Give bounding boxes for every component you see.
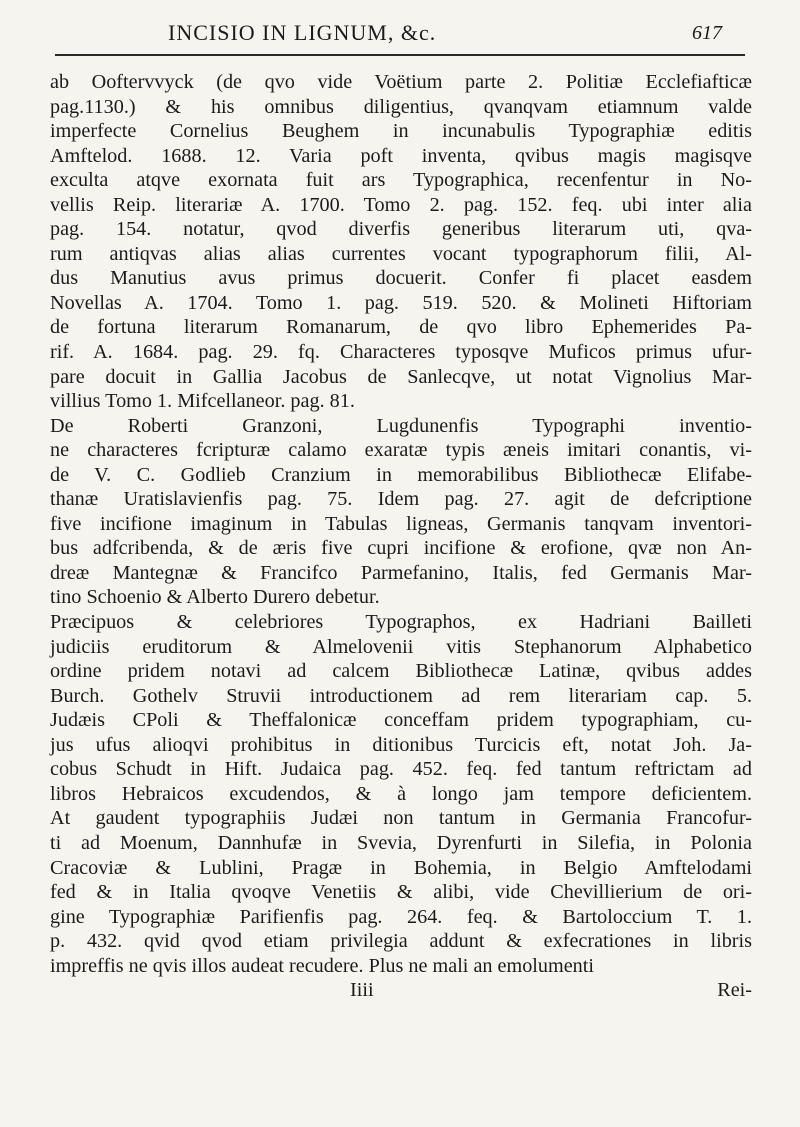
text-line: de fortuna literarum Romanarum, de qvo libro Ephemerides Pa-	[50, 316, 752, 339]
footer-line	[50, 978, 752, 1002]
text-line: dus Manutius avus primus docuerit. Confer fi placet easdem	[50, 267, 752, 290]
text-line: fed & in Italia qvoqve Venetiis & alibi, vide Chevillierium de ori-	[50, 881, 752, 904]
text-line: De Roberti Granzoni, Lugdunenfis Typographi inventio-	[50, 414, 752, 437]
text-line: vellis Reip. literariæ A. 1700. Tomo 2. pag. 152. feq. ubi inter alia	[50, 193, 752, 216]
body-text	[50, 70, 752, 1002]
text-line: Novellas A. 1704. Tomo 1. pag. 519. 520. & Molineti Hiftoriam	[50, 291, 752, 314]
header-rule	[55, 54, 745, 56]
text-line: pag.1130.) & his omnibus diligentius, qvanqvam etiamnum valde	[50, 95, 752, 118]
text-line: impreffis ne qvis illos audeat recudere. Plus ne mali an emolumenti	[50, 954, 594, 977]
text-line: ab Ooftervvyck (de qvo vide Voëtium parte 2. Politiæ Ecclefiafticæ	[50, 71, 752, 93]
text-line: five incifione imaginum in Tabulas ligneas, Germanis tanqvam inventori-	[50, 512, 752, 535]
text-line: judiciis eruditorum & Almelovenii vitis Stephanorum Alphabetico	[50, 635, 752, 658]
text-line: ne characteres fcripturæ calamo exaratæ typis æneis imitari conantis, vi-	[50, 439, 752, 462]
text-line: tino Schoenio & Alberto Durero debetur.	[50, 586, 380, 609]
text-line: jus ufus alioqvi prohibitus in ditionibus Turcicis eft, notat Joh. Ja-	[50, 733, 752, 756]
text-line: imperfecte Cornelius Beughem in incunabulis Typographiæ editis	[50, 120, 752, 143]
signature-mark: Iiii	[350, 979, 374, 1002]
text-line: de V. C. Godlieb Cranzium in memorabilibus Bibliothecæ Elifabe-	[50, 463, 752, 486]
text-line: thanæ Uratislavienfis pag. 75. Idem pag. 27. agit de defcriptione	[50, 488, 752, 511]
page-number: 617	[692, 22, 722, 44]
text-line: rif. A. 1684. pag. 29. fq. Characteres typosqve Muficos primus ufur-	[50, 341, 752, 364]
text-line: villius Tomo 1. Mifcellaneor. pag. 81.	[50, 390, 355, 413]
text-line: p. 432. qvid qvod etiam privilegia addunt & exfecrationes in libris	[50, 930, 752, 953]
text-line: Judæis CPoli & Theffalonicæ conceffam pridem typographiam, cu-	[50, 709, 752, 732]
text-line: gine Typographiæ Parifienfis pag. 264. feq. & Bartoloccium T. 1.	[50, 905, 752, 928]
catchword: Rei-	[717, 979, 752, 1002]
text-line: exculta atqve exornata fuit ars Typographica, recenfentur in No-	[50, 169, 752, 192]
text-line: At gaudent typographiis Judæi non tantum in Germania Francofur-	[50, 807, 752, 830]
text-line: Præcipuos & celebriores Typographos, ex Hadriani Bailleti	[50, 611, 752, 634]
text-line: ti ad Moenum, Dannhufæ in Svevia, Dyrenfurti in Silefia, in Polonia	[50, 831, 752, 854]
text-line: bus adfcribenda, & de æris five cupri incifione & erofione, qvæ non An-	[50, 537, 752, 560]
text-line: Amftelod. 1688. 12. Varia poft inventa, qvibus magis magisqve	[50, 144, 752, 167]
text-line: cobus Schudt in Hift. Judaica pag. 452. feq. fed tantum reftrictam ad	[50, 758, 752, 781]
text-line: pag. 154. notatur, qvod diverfis generibus literarum uti, qva-	[50, 218, 752, 241]
text-line: libros Hebraicos excudendos, & à longo jam tempore deficientem.	[50, 782, 752, 805]
text-line: dreæ Mantegnæ & Francifco Parmefanino, Italis, fed Germanis Mar-	[50, 561, 752, 584]
running-title: INCISIO IN LIGNUM, &c.	[168, 20, 437, 45]
text-line: Cracoviæ & Lublini, Pragæ in Bohemia, in Belgio Amftelodami	[50, 856, 752, 879]
page-header	[0, 14, 800, 58]
text-line: rum antiqvas alias alias currentes vocant typographorum filii, Al-	[50, 242, 752, 265]
text-line: ordine pridem notavi ad calcem Bibliothecæ Latinæ, qvibus addes	[50, 660, 752, 683]
text-line: pare docuit in Gallia Jacobus de Sanlecqve, ut notat Vignolius Mar-	[50, 365, 752, 388]
text-line: Burch. Gothelv Struvii introductionem ad rem literariam cap. 5.	[50, 684, 752, 707]
